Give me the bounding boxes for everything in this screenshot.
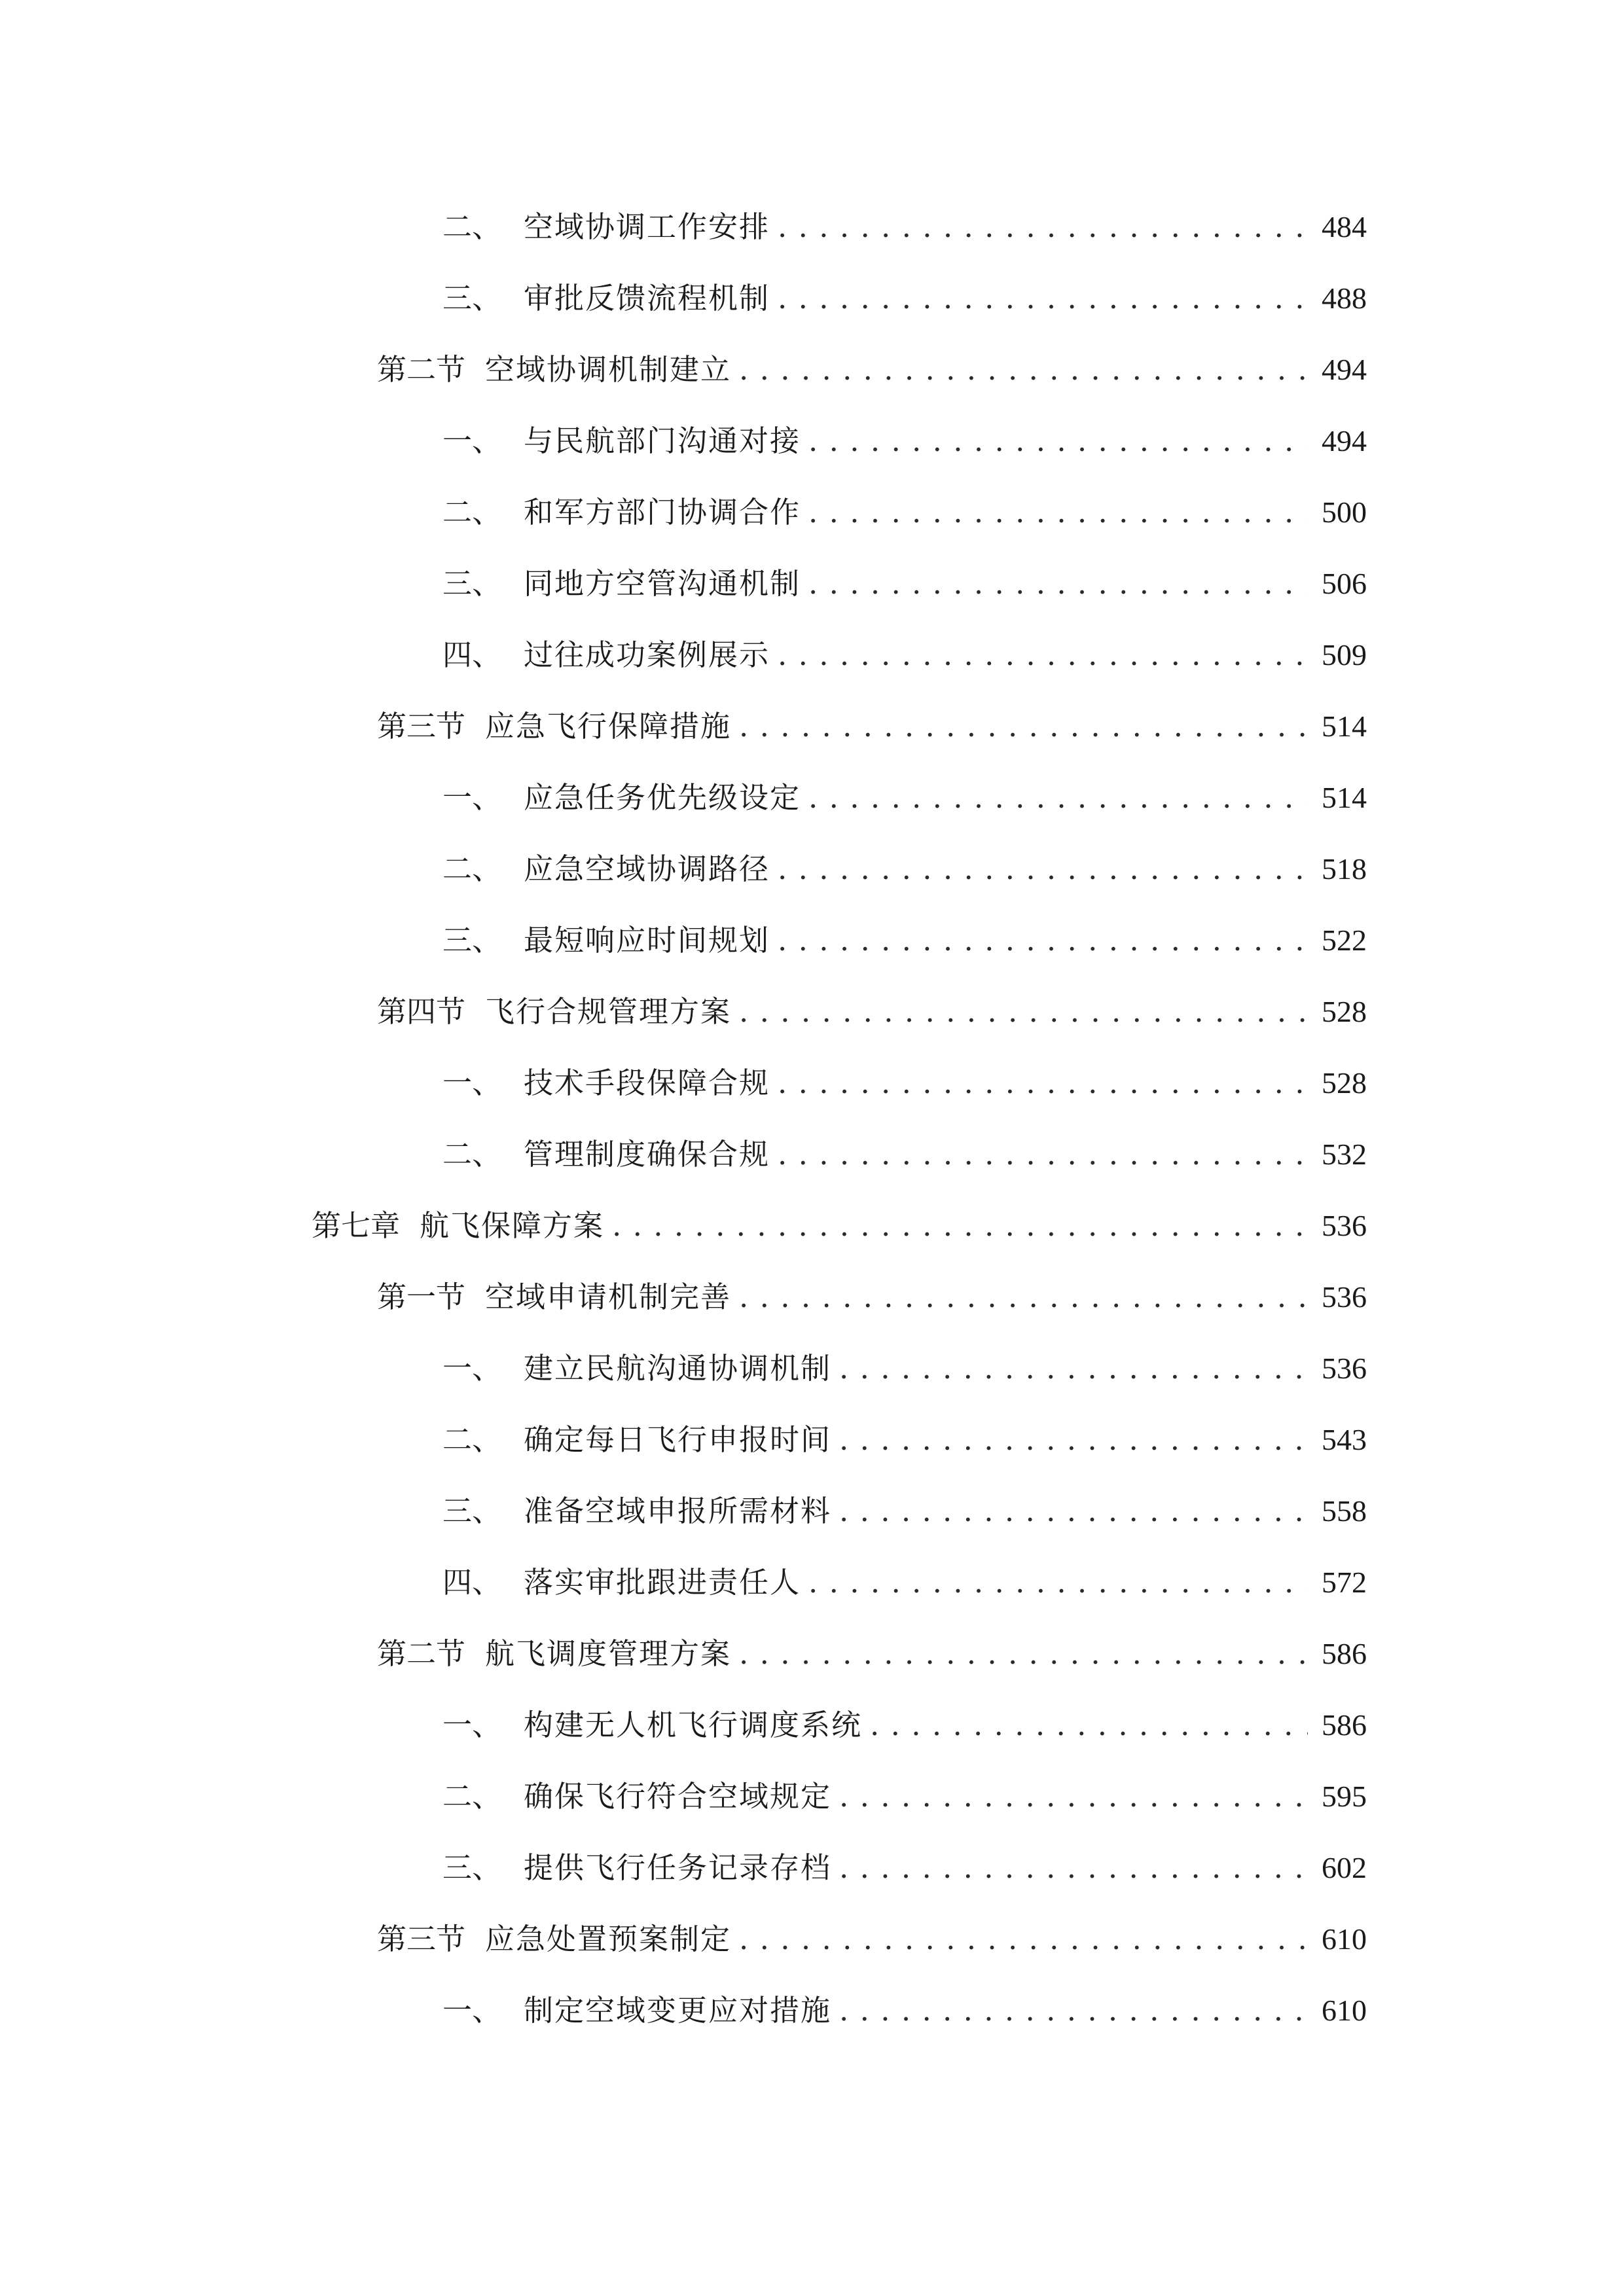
toc-entry[interactable] (442, 1842, 1367, 1894)
toc-entry-title: 航飞调度管理方案 (485, 1636, 732, 1671)
toc-entry-marker: 第三节 (377, 709, 466, 744)
dot-leader (778, 1057, 1308, 1109)
dot-leader (839, 1485, 1308, 1537)
dot-leader (870, 1699, 1308, 1751)
toc-entry-marker: 第七章 (312, 1208, 401, 1243)
dot-leader (808, 486, 1308, 539)
toc-entry[interactable] (377, 986, 1367, 1038)
toc-entry-title: 空域申请机制完善 (485, 1280, 732, 1314)
dot-leader (778, 201, 1308, 253)
toc-entry[interactable] (377, 1628, 1367, 1680)
toc-entry-marker: 第二节 (377, 352, 466, 387)
dot-leader (778, 272, 1308, 325)
toc-entry-marker: 三、 (442, 1494, 502, 1528)
toc-entry-marker: 四、 (442, 637, 502, 672)
toc-entry-marker: 三、 (442, 281, 502, 315)
dot-leader (778, 629, 1308, 681)
toc-entry-page: 494 (1322, 424, 1367, 457)
toc-entry-title: 构建无人机飞行调度系统 (524, 1708, 863, 1742)
toc-entry-page: 602 (1322, 1851, 1367, 1884)
toc-entry[interactable] (442, 629, 1367, 681)
toc-entry-page: 572 (1322, 1566, 1367, 1599)
toc-entry-page: 543 (1322, 1423, 1367, 1456)
toc-entry-marker: 二、 (442, 852, 502, 886)
toc-entry-page: 509 (1322, 638, 1367, 672)
toc-entry-marker: 二、 (442, 209, 502, 244)
toc-entry-page: 514 (1322, 781, 1367, 814)
toc-entry-marker: 一、 (442, 1708, 502, 1742)
dot-leader (612, 1200, 1308, 1252)
toc-entry-page: 528 (1322, 995, 1367, 1028)
dot-leader (739, 1628, 1308, 1680)
toc-entry[interactable] (442, 415, 1367, 467)
toc-entry-marker: 二、 (442, 1779, 502, 1814)
dot-leader (778, 1128, 1308, 1181)
toc-entry[interactable] (442, 1485, 1367, 1537)
dot-leader (839, 1342, 1308, 1395)
toc-entry-marker: 二、 (442, 1422, 502, 1457)
toc-entry[interactable] (377, 700, 1367, 753)
toc-entry-marker: 第四节 (377, 994, 466, 1029)
toc-entry-title: 落实审批跟进责任人 (524, 1565, 801, 1600)
toc-entry-marker: 四、 (442, 1565, 502, 1600)
toc-entry-title: 提供飞行任务记录存档 (524, 1850, 832, 1885)
toc-entry-page: 536 (1322, 1352, 1367, 1385)
toc-entry[interactable] (442, 272, 1367, 325)
toc-entry[interactable] (442, 1128, 1367, 1181)
toc-entry-marker: 第二节 (377, 1636, 466, 1671)
toc-entry-page: 494 (1322, 353, 1367, 386)
dot-leader (739, 700, 1308, 753)
toc-entry-page: 532 (1322, 1138, 1367, 1171)
toc-entry-page: 536 (1322, 1209, 1367, 1242)
toc-entry-title: 空域协调工作安排 (524, 209, 770, 244)
toc-entry-title: 确定每日飞行申报时间 (524, 1422, 832, 1457)
toc-entry-marker: 第一节 (377, 1280, 466, 1314)
toc-entry-title: 制定空域变更应对措施 (524, 1993, 832, 2028)
toc-entry-marker: 一、 (442, 1351, 502, 1386)
toc-entry[interactable] (442, 1556, 1367, 1609)
toc-entry[interactable] (442, 1984, 1367, 2037)
dot-leader (808, 772, 1308, 824)
toc-entry-title: 审批反馈流程机制 (524, 281, 770, 315)
toc-entry-page: 586 (1322, 1637, 1367, 1670)
toc-entry-marker: 二、 (442, 495, 502, 529)
toc-entry[interactable] (442, 1342, 1367, 1395)
dot-leader (808, 558, 1308, 610)
toc-entry-title: 应急空域协调路径 (524, 852, 770, 886)
dot-leader (739, 1913, 1308, 1965)
toc-entry-title: 建立民航沟通协调机制 (524, 1351, 832, 1386)
toc-entry-title: 过往成功案例展示 (524, 637, 770, 672)
toc-entry-page: 506 (1322, 567, 1367, 600)
toc-entry-title: 准备空域申报所需材料 (524, 1494, 832, 1528)
toc-entry-title: 技术手段保障合规 (524, 1066, 770, 1100)
toc-entry-marker: 第三节 (377, 1922, 466, 1956)
toc-entry-page: 518 (1322, 852, 1367, 886)
dot-leader (839, 1984, 1308, 2037)
toc-entry[interactable] (442, 1699, 1367, 1751)
toc-entry[interactable] (442, 1057, 1367, 1109)
toc-entry[interactable] (442, 486, 1367, 539)
toc-entry-title: 飞行合规管理方案 (485, 994, 732, 1029)
toc-entry-page: 488 (1322, 281, 1367, 315)
toc-entry-marker: 一、 (442, 1066, 502, 1100)
dot-leader (839, 1414, 1308, 1466)
toc-entry-page: 528 (1322, 1066, 1367, 1100)
toc-entry-title: 应急任务优先级设定 (524, 780, 801, 815)
toc-entry-title: 同地方空管沟通机制 (524, 566, 801, 601)
toc-entry[interactable] (442, 201, 1367, 253)
toc-entry[interactable] (442, 772, 1367, 824)
toc-entry[interactable] (377, 344, 1367, 396)
dot-leader (839, 1770, 1308, 1823)
toc-entry-title: 管理制度确保合规 (524, 1137, 770, 1172)
toc-entry[interactable] (312, 1200, 1367, 1252)
toc-entry[interactable] (442, 1770, 1367, 1823)
toc-entry-marker: 二、 (442, 1137, 502, 1172)
toc-entry-page: 484 (1322, 210, 1367, 243)
dot-leader (778, 914, 1308, 967)
toc-entry-page: 536 (1322, 1280, 1367, 1314)
toc-entry-title: 确保飞行符合空域规定 (524, 1779, 832, 1814)
toc-entry-title: 航飞保障方案 (420, 1208, 605, 1243)
toc-entry[interactable] (377, 1271, 1367, 1323)
dot-leader (739, 986, 1308, 1038)
dot-leader (808, 415, 1308, 467)
toc-entry-marker: 一、 (442, 780, 502, 815)
toc-entry[interactable] (442, 843, 1367, 895)
toc-entry[interactable] (442, 914, 1367, 967)
toc-entry[interactable] (442, 558, 1367, 610)
dot-leader (808, 1556, 1308, 1609)
toc-entry-page: 586 (1322, 1708, 1367, 1742)
dot-leader (839, 1842, 1308, 1894)
dot-leader (739, 344, 1308, 396)
toc-entry[interactable] (442, 1414, 1367, 1466)
toc-entry-page: 522 (1322, 924, 1367, 957)
toc-entry-marker: 一、 (442, 423, 502, 458)
toc-entry-marker: 三、 (442, 923, 502, 958)
toc-entry-page: 595 (1322, 1780, 1367, 1813)
toc-entry-marker: 三、 (442, 566, 502, 601)
toc-entry-page: 514 (1322, 709, 1367, 743)
toc-entry-page: 610 (1322, 1994, 1367, 2027)
toc-entry-title: 应急飞行保障措施 (485, 709, 732, 744)
toc-entry-title: 与民航部门沟通对接 (524, 423, 801, 458)
dot-leader (778, 843, 1308, 895)
toc-entry-title: 空域协调机制建立 (485, 352, 732, 387)
toc-entry-page: 558 (1322, 1494, 1367, 1528)
dot-leader (739, 1271, 1308, 1323)
toc-entry-marker: 三、 (442, 1850, 502, 1885)
toc-entry-title: 和军方部门协调合作 (524, 495, 801, 529)
toc-entry-marker: 一、 (442, 1993, 502, 2028)
toc-entry[interactable] (377, 1913, 1367, 1965)
toc-entry-page: 500 (1322, 495, 1367, 529)
toc-entry-title: 最短响应时间规划 (524, 923, 770, 958)
toc-entry-page: 610 (1322, 1922, 1367, 1956)
toc-entry-title: 应急处置预案制定 (485, 1922, 732, 1956)
